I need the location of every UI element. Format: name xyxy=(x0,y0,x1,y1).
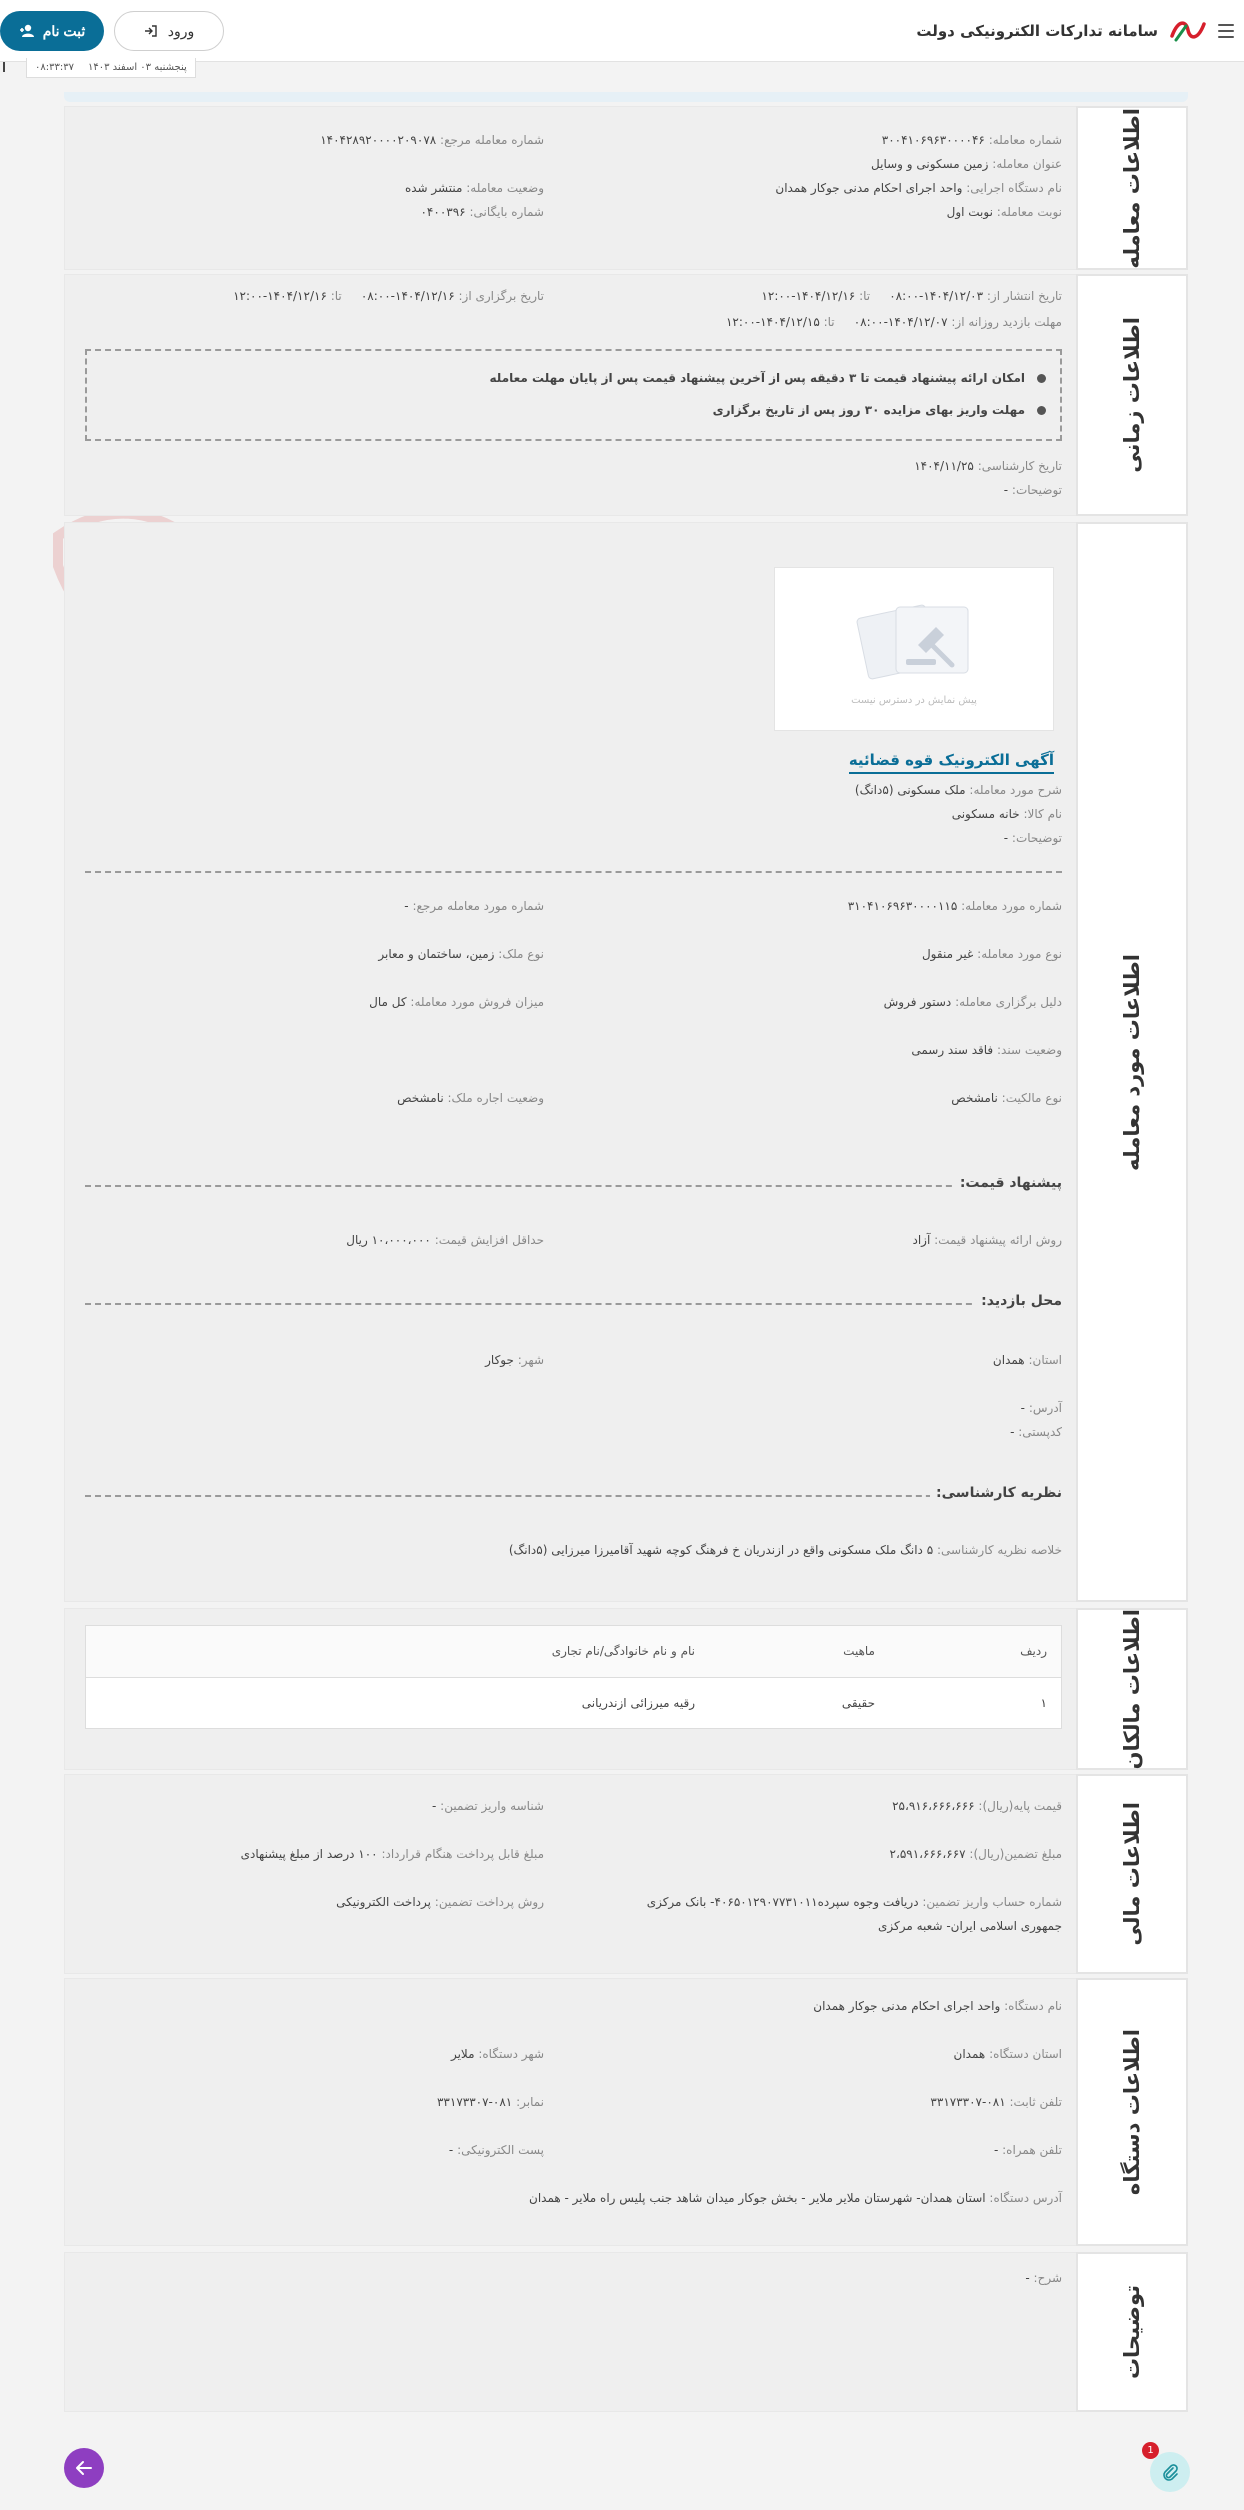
visit-province: استان: همدان xyxy=(992,1353,1062,1367)
owners-section xyxy=(64,1608,1188,1770)
auction-notice-box xyxy=(85,349,1062,441)
item-type: نوع مورد معامله: غیر منقول xyxy=(921,947,1062,961)
lease-status: وضعیت اجاره ملک: نامشخص xyxy=(397,1091,544,1105)
time-info-body xyxy=(64,274,1076,516)
publish-period: تاریخ انتشار از: ۱۴۰۴/۱۲/۰۳-۰۸:۰۰ تا: ۱۴۰۴/۱۲/۱۶-۱۲:۰۰ xyxy=(761,289,1062,303)
column-header: ردیف xyxy=(1020,1644,1047,1658)
finance-section xyxy=(64,1774,1188,1974)
login-icon xyxy=(144,24,158,38)
time-description: توضیحات: - xyxy=(1003,483,1062,497)
notice-item: امکان ارائه پیشنهاد قیمت تا ۳ دقیقه پس از آخرین پیشنهاد قیمت پس از پایان مهلت معامله xyxy=(490,371,1046,385)
login-label: ورود xyxy=(167,22,195,39)
divider xyxy=(85,1185,1062,1187)
deal-status: وضعیت معامله: منتشر شده xyxy=(404,181,544,195)
hold-period: تاریخ برگزاری از: ۱۴۰۴/۱۲/۱۶-۰۸:۰۰ تا: ۱۴۰۴/۱۲/۱۶-۱۲:۰۰ xyxy=(233,289,544,303)
org-phone: تلفن ثابت: ۰۸۱-۳۳۱۷۳۳۰۷ xyxy=(930,2095,1062,2109)
offer-method: روش ارائه پیشنهاد قیمت: آزاد xyxy=(912,1233,1062,1247)
register-label: ثبت نام xyxy=(42,22,86,39)
document-status: وضعیت سند: فاقد سند رسمی xyxy=(911,1043,1062,1057)
attachments-button[interactable] xyxy=(1150,2452,1190,2492)
expert-summary: خلاصه نظریه کارشناسی: ۵ دانگ ملک مسکونی واقع در ازندریان خ فرهنگ کوچه شهید آقامیرزا میرزایی (۵دانگ) xyxy=(508,1543,1062,1557)
deal-number: شماره معامله: ۳۰۰۴۱۰۶۹۶۳۰۰۰۰۴۶ xyxy=(881,133,1062,147)
bullet-icon xyxy=(1037,406,1046,415)
item-info-section xyxy=(64,522,1188,1602)
divider xyxy=(85,1495,1062,1497)
description-section xyxy=(64,2252,1188,2412)
guarantee-payment-method: روش پرداخت تضمین: پرداخت الکترونیکی xyxy=(336,1895,544,1909)
image-caption: پیش نمایش در دسترس نیست xyxy=(851,694,977,706)
payable-on-contract: مبلغ قابل پرداخت هنگام قرارداد: ۱۰۰ درصد از مبلغ پیشنهادی xyxy=(240,1847,544,1861)
table-row xyxy=(86,1678,1061,1730)
org-city: شهر دستگاه: ملایر xyxy=(450,2047,544,2061)
gavel-image-icon xyxy=(844,593,984,689)
archive-number: شماره بایگانی: ۰۴۰۰۳۹۶ xyxy=(420,205,544,219)
sale-amount: میزان فروش مورد معامله: کل مال xyxy=(369,995,544,1009)
table-cell: حقیقی xyxy=(841,1696,875,1710)
back-button[interactable] xyxy=(64,2448,104,2488)
expert-opinion-heading: نظریه کارشناسی: xyxy=(930,1485,1062,1501)
expert-date: تاریخ کارشناسی: ۱۴۰۴/۱۱/۲۵ xyxy=(914,459,1062,473)
divider xyxy=(85,1303,1062,1305)
item-info-label: اطلاعات مورد معامله xyxy=(1076,522,1188,1602)
owners-label: اطلاعات مالکان xyxy=(1076,1608,1188,1770)
item-notes: توضیحات: - xyxy=(1003,831,1062,845)
guarantee-id: شناسه واریز تضمین: - xyxy=(432,1799,544,1813)
divider xyxy=(85,871,1062,873)
deal-title: عنوان معامله: زمین مسکونی و وسایل xyxy=(871,157,1062,171)
current-date: پنجشنبه ۰۳ اسفند ۱۴۰۳ xyxy=(87,62,187,73)
item-ref-number: شماره مورد معامله مرجع: - xyxy=(404,899,544,913)
org-mobile: تلفن همراه: - xyxy=(993,2143,1062,2157)
table-cell: رقیه میرزائی ازندریانی xyxy=(581,1696,695,1710)
description-text: شرح: - xyxy=(1025,2271,1062,2285)
org-email: پست الکترونیکی: - xyxy=(448,2143,544,2157)
finance-label: اطلاعات مالی xyxy=(1076,1774,1188,1974)
date-time-chip xyxy=(26,58,196,78)
visit-city: شهر: جوکار xyxy=(485,1353,544,1367)
description-label: توضیحات xyxy=(1076,2252,1188,2412)
guarantee-account: شماره حساب واریز تضمین: دریافت وجوه سپرده۴۰۶۵۰۱۲۹۰۷۷۳۱۰۱۱- بانک مرکزی xyxy=(646,1895,1062,1909)
item-description: شرح مورد معامله: ملک مسکونی (۵دانگ) xyxy=(854,783,1062,797)
org-fax: نمابر: ۰۸۱-۳۳۱۷۳۳۰۷ xyxy=(436,2095,544,2109)
arrow-left-icon xyxy=(75,2460,93,2476)
item-image-placeholder xyxy=(774,567,1054,731)
visit-location-heading: محل بازدید: xyxy=(975,1293,1062,1309)
time-info-label: اطلاعات زمانی xyxy=(1076,274,1188,516)
deal-round: نوبت معامله: نوبت اول xyxy=(946,205,1062,219)
setad-logo[interactable] xyxy=(1168,16,1208,46)
org-info-label: اطلاعات دستگاه xyxy=(1076,1978,1188,2246)
notification-badge: 1 xyxy=(1142,2442,1159,2459)
table-cell: ۱ xyxy=(1040,1696,1047,1710)
visit-postal-code: کدپستی: - xyxy=(1010,1425,1062,1439)
top-bar xyxy=(0,0,1244,62)
login-button[interactable] xyxy=(114,11,224,51)
table-header xyxy=(86,1626,1061,1678)
bullet-icon xyxy=(1037,374,1046,383)
executive-org: نام دستگاه اجرایی: واحد اجرای احکام مدنی جوکار همدان xyxy=(775,181,1062,195)
item-info-body xyxy=(64,522,1076,1602)
visit-address: آدرس: - xyxy=(1020,1401,1062,1415)
finance-body xyxy=(64,1774,1076,1974)
hold-reason: دلیل برگزاری معامله: دستور فروش xyxy=(883,995,1062,1009)
auth-buttons xyxy=(0,11,224,51)
site-title: سامانه تدارکات الکترونیکی دولت xyxy=(916,22,1158,40)
add-user-icon xyxy=(19,24,35,38)
base-price: قیمت پایه(ریال): ۲۵،۹۱۶،۶۶۶،۶۶۶ xyxy=(892,1799,1062,1813)
divider xyxy=(3,62,5,72)
min-increase: حداقل افزایش قیمت: ۱۰،۰۰۰،۰۰۰ ریال xyxy=(346,1233,544,1247)
top-strip xyxy=(64,92,1188,102)
owners-body xyxy=(64,1608,1076,1770)
hamburger-menu-icon[interactable] xyxy=(1218,24,1234,38)
visit-period: مهلت بازدید روزانه از: ۱۴۰۴/۱۲/۰۷-۰۸:۰۰ تا: ۱۴۰۴/۱۲/۱۵-۱۲:۰۰ xyxy=(725,315,1062,329)
property-type: نوع ملک: زمین، ساختمان و معابر xyxy=(378,947,544,961)
deal-info-body xyxy=(64,106,1076,270)
guarantee-account-bank: جمهوری اسلامی ایران- شعبه مرکزی xyxy=(878,1919,1062,1933)
org-info-body xyxy=(64,1978,1076,2246)
item-number: شماره مورد معامله: ۳۱۰۴۱۰۶۹۶۳۰۰۰۰۱۱۵ xyxy=(847,899,1062,913)
time-info-section xyxy=(64,274,1188,516)
org-name: نام دستگاه: واحد اجرای احکام مدنی جوکار همدان xyxy=(813,1999,1062,2013)
guarantee-amount: مبلغ تضمین(ریال): ۲،۵۹۱،۶۶۶،۶۶۷ xyxy=(889,1847,1062,1861)
org-info-section xyxy=(64,1978,1188,2246)
advertisement-link[interactable]: آگهی الکترونیک قوه قضائیه xyxy=(849,751,1054,774)
goods-name: نام کالا: خانه مسکونی xyxy=(951,807,1062,821)
register-button[interactable] xyxy=(0,11,104,51)
ref-deal-number: شماره معامله مرجع: ۱۴۰۴۲۸۹۲۰۰۰۰۲۰۹۰۷۸ xyxy=(320,133,544,147)
description-body xyxy=(64,2252,1076,2412)
deal-info-section xyxy=(64,106,1188,270)
brand xyxy=(916,14,1234,48)
notice-item: مهلت واریز بهای مزایده ۳۰ روز پس از تاریخ برگزاری xyxy=(713,403,1046,417)
deal-info-label: اطلاعات معامله xyxy=(1076,106,1188,270)
column-header: ماهیت xyxy=(843,1644,875,1658)
ownership-type: نوع مالکیت: نامشخص xyxy=(951,1091,1062,1105)
owners-table xyxy=(85,1625,1062,1729)
org-address: آدرس دستگاه: استان همدان- شهرستان ملایر ملایر - بخش جوکار میدان شاهد جنب پلیس راه ملایر - همدان xyxy=(529,2191,1062,2205)
column-header: نام و نام خانوادگی/نام تجاری xyxy=(551,1644,695,1658)
paperclip-icon xyxy=(1161,2463,1179,2481)
org-province: استان دستگاه: همدان xyxy=(953,2047,1062,2061)
price-offer-heading: پیشنهاد قیمت: xyxy=(954,1175,1062,1191)
current-time: ۰۸:۳۳:۳۷ xyxy=(35,62,74,73)
